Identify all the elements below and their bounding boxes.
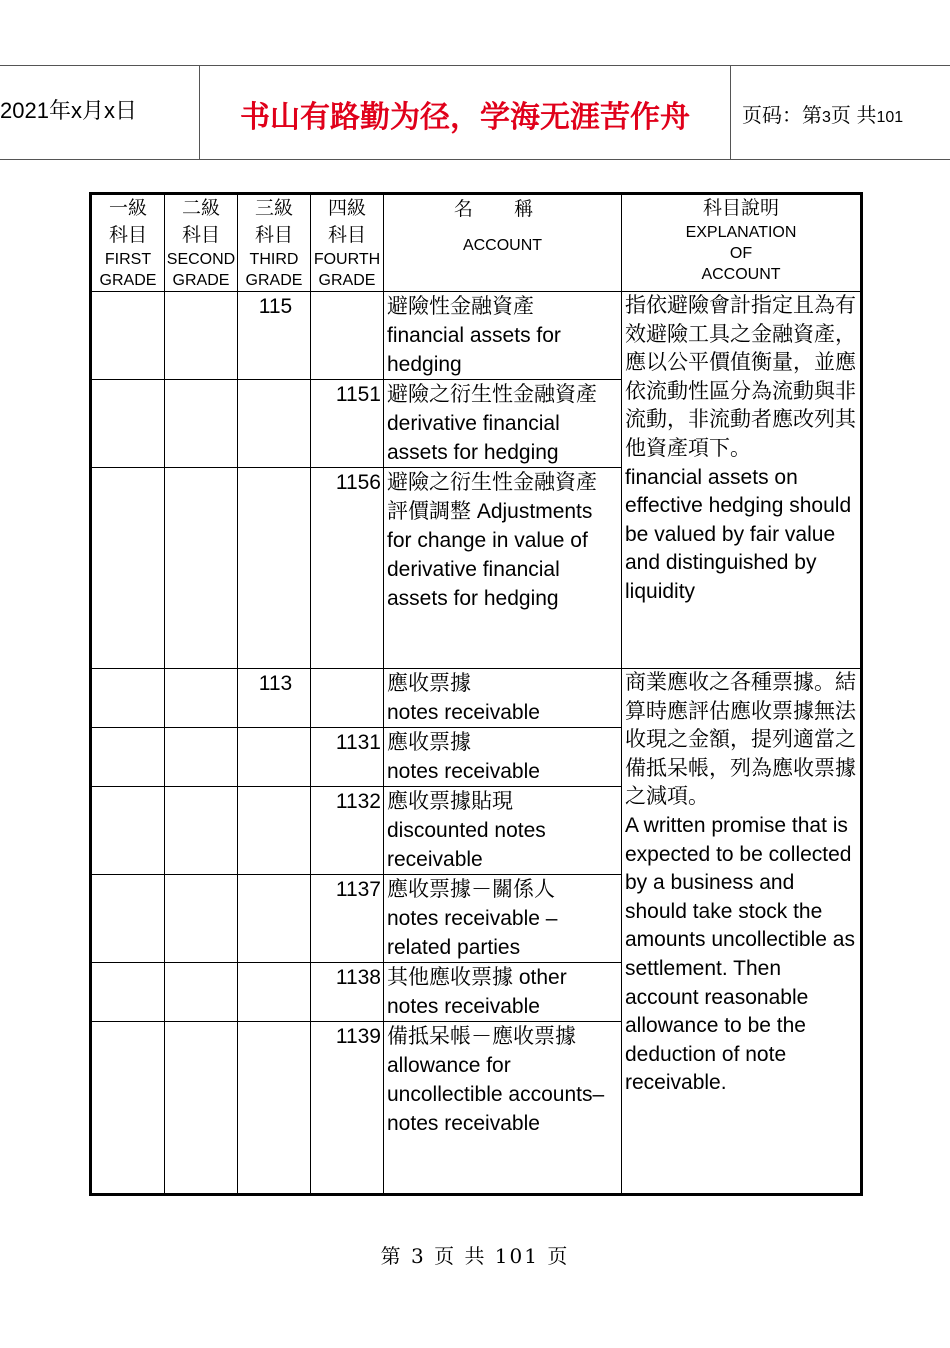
fourth-grade-code: 1139 bbox=[311, 1022, 384, 1195]
header-motto: 书山有路勤为径，学海无涯苦作舟 bbox=[240, 100, 690, 135]
third-grade-code: 115 bbox=[238, 292, 311, 380]
second-grade-cell bbox=[165, 728, 238, 787]
first-grade-cell bbox=[91, 468, 165, 669]
fourth-grade-code: 1151 bbox=[311, 380, 384, 468]
second-grade-cell bbox=[165, 468, 238, 669]
first-grade-cell bbox=[91, 1022, 165, 1195]
account-name: 應收票據－關係人 notes receivable – related parties bbox=[384, 875, 622, 963]
fourth-grade-code bbox=[311, 669, 384, 728]
header-account bbox=[384, 194, 622, 292]
account-explanation: 指依避險會計指定且為有效避險工具之金融資產，應以公平價值衡量，並應依流動性區分為流動與非流動，非流動者應改列其他資產項下。 financial assets on effective hedging should be valued by fair value and distinguished by liquidity bbox=[622, 292, 862, 669]
header-first-grade bbox=[91, 194, 165, 292]
first-grade-cell bbox=[91, 380, 165, 468]
account-name: 避險性金融資產 financial assets for hedging bbox=[384, 292, 622, 380]
fourth-grade-code: 1132 bbox=[311, 787, 384, 875]
table-row bbox=[91, 292, 862, 380]
first-grade-cell bbox=[91, 787, 165, 875]
first-grade-cell bbox=[91, 292, 165, 380]
page-total: 101 bbox=[876, 109, 904, 126]
third-grade-code: 113 bbox=[238, 669, 311, 728]
third-grade-code bbox=[238, 1022, 311, 1195]
header-second-grade bbox=[165, 194, 238, 292]
fourth-grade-code: 1137 bbox=[311, 875, 384, 963]
account-name: 應收票據貼現 discounted notes receivable bbox=[384, 787, 622, 875]
table-header-row bbox=[91, 194, 862, 292]
header-first-zh: 一級 科目 bbox=[108, 198, 147, 246]
page-number: 3 bbox=[822, 109, 831, 126]
page-prefix: 页码：第 bbox=[742, 105, 822, 127]
account-name: 應收票據 notes receivable bbox=[384, 728, 622, 787]
first-grade-cell bbox=[91, 963, 165, 1022]
second-grade-cell bbox=[165, 963, 238, 1022]
header-explanation-en: EXPLANATION OF ACCOUNT bbox=[685, 224, 797, 283]
header-second-zh: 二級 科目 bbox=[181, 198, 220, 246]
third-grade-code bbox=[238, 875, 311, 963]
account-name: 避險之衍生性金融資產 derivative financial assets for hedging bbox=[384, 380, 622, 468]
header-account-en: ACCOUNT bbox=[462, 237, 543, 254]
second-grade-cell bbox=[165, 875, 238, 963]
second-grade-cell bbox=[165, 292, 238, 380]
header-explanation bbox=[622, 194, 862, 292]
first-grade-cell bbox=[91, 875, 165, 963]
account-name: 應收票據 notes receivable bbox=[384, 669, 622, 728]
account-name: 備抵呆帳－應收票據 allowance for uncollectible accounts– notes receivable bbox=[384, 1022, 622, 1195]
header-date: 2021年x月x日 bbox=[0, 98, 137, 123]
fourth-grade-code: 1156 bbox=[311, 468, 384, 669]
second-grade-cell bbox=[165, 787, 238, 875]
third-grade-code bbox=[238, 963, 311, 1022]
header-third-grade bbox=[238, 194, 311, 292]
page-header bbox=[0, 65, 950, 160]
header-fourth-zh: 四級 科目 bbox=[327, 198, 366, 246]
third-grade-code bbox=[238, 787, 311, 875]
header-page-indicator bbox=[742, 99, 903, 128]
header-fourth-grade bbox=[311, 194, 384, 292]
third-grade-code bbox=[238, 380, 311, 468]
fourth-grade-code: 1138 bbox=[311, 963, 384, 1022]
third-grade-code bbox=[238, 468, 311, 669]
header-account-zh: 名 稱 bbox=[453, 199, 552, 220]
header-explanation-zh: 科目說明 bbox=[702, 198, 779, 219]
third-grade-code bbox=[238, 728, 311, 787]
header-third-en: THIRD GRADE bbox=[245, 251, 303, 289]
header-divider bbox=[730, 66, 731, 159]
header-fourth-en: FOURTH GRADE bbox=[313, 251, 381, 289]
account-name: 避險之衍生性金融資產 評價調整 Adjustments for change in value of derivative financial assets for hedging bbox=[384, 468, 622, 669]
fourth-grade-code: 1131 bbox=[311, 728, 384, 787]
header-first-en: FIRST GRADE bbox=[99, 251, 157, 289]
first-grade-cell bbox=[91, 728, 165, 787]
header-third-zh: 三級 科目 bbox=[254, 198, 293, 246]
second-grade-cell bbox=[165, 669, 238, 728]
account-table bbox=[89, 192, 863, 1196]
account-explanation: 商業應收之各種票據。結算時應評估應收票據無法收現之金額，提列適當之備抵呆帳，列為應收票據之減項。 A written promise that is expected to be collected by a business and should take stock the amounts uncollectible as settlement. Then account reasonable allowance to be the deduction of note receivable. bbox=[622, 669, 862, 1195]
page-mid: 页 共 bbox=[830, 105, 877, 127]
second-grade-cell bbox=[165, 380, 238, 468]
header-second-en: SECOND GRADE bbox=[166, 251, 236, 289]
fourth-grade-code bbox=[311, 292, 384, 380]
account-name: 其他應收票據 other notes receivable bbox=[384, 963, 622, 1022]
page-footer: 第 3 页 共 101 页 bbox=[380, 1244, 570, 1268]
second-grade-cell bbox=[165, 1022, 238, 1195]
table-row bbox=[91, 669, 862, 728]
first-grade-cell bbox=[91, 669, 165, 728]
